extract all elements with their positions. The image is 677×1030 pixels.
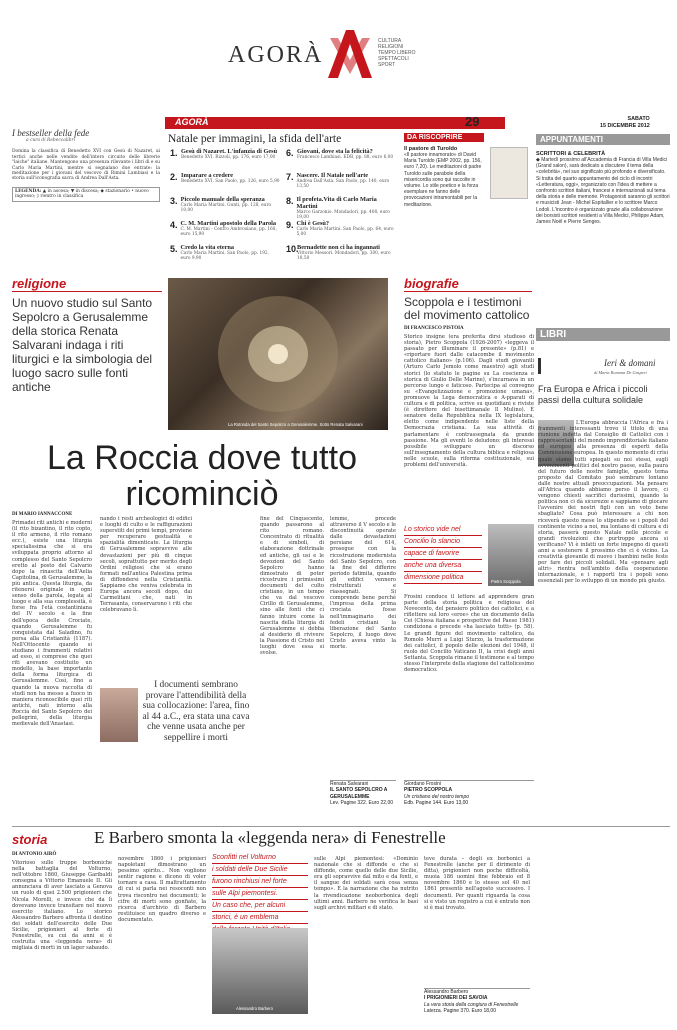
section-band	[165, 117, 505, 129]
issue-date	[600, 116, 650, 129]
ranking-item	[286, 196, 396, 220]
rank-title: Gesù di Nazaret. L'infanzia di Gesù	[181, 148, 278, 155]
subject-item: CULTURA	[378, 38, 402, 44]
agora-logo-icon	[326, 28, 374, 80]
date-day: 15 DICEMBRE 2012	[600, 122, 650, 129]
rank-title: Piccolo manuale della speranza	[180, 196, 265, 203]
quote-line: storici, è un emblema	[212, 912, 308, 924]
divider	[12, 291, 162, 292]
barbero-photo	[212, 928, 308, 1014]
ranking-item	[286, 244, 396, 261]
storia-bookbox	[424, 988, 530, 1015]
rank-number: 5.	[170, 244, 178, 254]
quote-line: dimensione politica	[404, 572, 482, 584]
sepolcro-photo	[168, 278, 388, 430]
photo-caption: Pietro Scoppola	[491, 579, 521, 584]
section-title: AGORÀ	[228, 42, 324, 68]
quote-line: Lo storico vide nel	[404, 524, 482, 536]
rankings-list	[170, 148, 396, 270]
quote-line: Un caso che, per alcuni	[212, 900, 308, 912]
ranking-item	[170, 196, 280, 213]
rank-title: Imparare a credere	[181, 172, 234, 179]
legend-box	[12, 187, 160, 202]
ranking-item	[170, 148, 280, 160]
rank-number: 8.	[286, 196, 294, 206]
natale-headline: Natale per immagini, la sfida dell'arte	[168, 133, 342, 145]
appuntamenti-text: ◆ Martedì prossimo all'Accademia di Francia di Villa Medici (Grand salon), sarà dedicato a discutere il tema della «celebrità», nel suo significato più profondo e diversificato. Si tratta del quarto appuntamento del ciclo di incontri «Letteratura, oggi», organizzato con l'idea di mettere a confronto scrittori italiani, francesi e internazionali sul tema della storia e delle memorie. Protagonisti saranno gli scrittori e musicisti Jean - Michel Espitallier e lo scrittore Marco Lodoli. L'incontro è organizzato grazie alla collaborazione dei borsisti scrittori residenti a Villa Medici, Philippe Adam, James Noël e Pierre Senges.	[536, 157, 670, 226]
rank-title: C. M. Martini apostolo della Parola	[180, 220, 277, 227]
religione-col2: nando i resti archeologici di edifici e luoghi di culto e le raffigurazioni superstiti dei primi tempi, proviene per recuperare gestualità e spazialità dimenticate. La liturgia di Gerusalemme sopravvive alle devastazioni per più di cinque secoli, soprattutto per merito degli Ordini religiosi che si erano formati nell'antica Palestina prima di diffondersi nella Cristianità. Sappiamo che veniva celebrata in Europa ancora secoli dopo, dai Carmelitani che, nati in Terrasanta, conservarono i riti che celebravano lì.	[100, 516, 192, 614]
libri-text: L'Europa abbraccia l'Africa e fra i frammenti interessanti trovo il titolo di una riunione indetta dal Consiglio di Cattolici con i rappresentanti del mondo imprenditoriale italiano ed europeo alla presenza di esperti della Commissione europea. In questo momento di crisi quale siamo tutti spiegati su noi stessi, sugli avvenimenti politici del nostro paese, sulla paura del futuro delle nostre famiglie, questo tema proposto dal Comitato può sembrare lontano dalle nostre attuali preoccupazioni. Ma pensare all'Africa quando abbiamo perso il lavoro, ci vengono chiesti sacrifici durissimi, quando la politica non ci dà sicurezze e sappiamo di giocare l'avvenire dei nostri figli con un voto bene sbagliato? Cosa può interessare a chi non riceverà questo mese lo stipendio se i popoli del continente vicino a noi, ma lontano di cultura e di storia, passerà questo Natale nelle piccole e grandi rivoluzioni che purtroppo ancora si verificano? Vi è infatti un forte impegno di questi anni a sostenere il prossimo che ci è vicino. La creatività giovanile di nuovo i bambini nelle feste per fare dei piccoli solidali. Ma «pensare agli altri» rientra nell'ambito della cooperazione internazionale, e i rapporti tra i popoli sono essenziali per lo sviluppo di un mondo più giusto.	[538, 420, 668, 585]
appuntamenti-head: APPUNTAMENTI	[536, 134, 670, 145]
quote-line: anche una diversa	[404, 560, 482, 572]
legend-text: ▲ in ascesa; ▼ in discesa; ◆ stazionario • nuovo ingresso; ◊ rientro in classifica	[15, 188, 149, 200]
riscoprire-box	[404, 133, 532, 273]
rank-title: Giovani, dove sta la felicità?	[297, 148, 373, 155]
libri-column: Ieri & domani	[604, 358, 656, 368]
religione-tag: religione	[12, 276, 67, 291]
legend-title: LEGENDA:	[15, 188, 42, 194]
subject-list	[378, 38, 416, 68]
biografie-quote	[404, 524, 482, 584]
date-weekday: SABATO	[627, 116, 650, 122]
rank-meta: Carlo Maria Martini. Gunti, pp. 128, euro 10,00	[180, 203, 272, 213]
rank-meta: Vittorio Messori. Mondadori, pp. 300, euro 18,50	[297, 251, 391, 261]
subject-item: SPETTACOLI	[378, 56, 409, 62]
religione-bookbox	[330, 780, 396, 807]
religione-col4: lemme, procede attraverso il V secolo e le discontinuità operate dalle devastazioni persiane del 614, prosegue con la ricostruzione modernista del Santo Sepolcro, con la fine del differire periodo fatimita, quando gli edifici vennero ristrutturati e riassegnati. Si comprende bene perché l'impresa della prima crociata fosse nell'immaginario dei fedeli cristiani la liberazione del Santo Sepolcro, il luogo dove Cristo aveva vinto la morte.	[330, 516, 396, 650]
biografie-byline: DI FRANCESCO PISTOIA	[404, 326, 464, 331]
rank-meta: Benedetto XVI. San Paolo, pp. 126, euro 5,90	[181, 179, 280, 184]
biografie-tag: biografie	[404, 276, 459, 291]
rank-meta: Carlo Maria Martini. San Paolo, pp. 192, euro 9,90	[180, 251, 270, 261]
rank-title: Nascere. Il Natale nell'arte	[296, 172, 369, 179]
quote-line: Concilio lo slancio	[404, 536, 482, 548]
rank-title: Bernadette non ci ha ingannati	[297, 244, 380, 251]
riscoprire-title: Il pastore di Turoldo	[404, 146, 458, 152]
divider	[404, 291, 532, 292]
biografie-text2: Frosini conduce il lettore ad apprendere gran parte della storia politica e religiosa del Novecento, del pensiero politico dei cattolici, e a riflettere sul loro «eroe» che un documento della Cei (Chiesa italiana e prospettive del Paese 1981) condiziona e precede «ha lasciato tutti» (p. 58). Le grandi figure del movimento cattolico, da Romolo Murri a Luigi Sturzo, la trasformazione dei cattolici, il popolo delle elezioni del 1948, il ruolo del Concilio Vaticano II, la crisi degli anni Settanta. Scoppola rimane il testimone e al tempo stesso l'interprete della stagione del cattolicesimo democratico.	[404, 594, 534, 674]
rank-number: 7.	[286, 172, 294, 182]
religione-col1: Primadei riti antichi e moderni (il rito bizantino, il rito copto, il rito armeno, il rito romano ecc.), esiste una liturgia specialissima che si era sviluppata proprio attorno al complesso del Santo Sepolcro eretto al posto del Calvario dopo la rinascita dell'Aelia Capitolina, di Gerusalemme, la più antica. Questa liturgia, da ritenersi originale in ogni senso della parola, legata al luogo e alla sua complessità, è forse fra l'età costantiniana del IV secolo e la fine dell'epoca delle Crociate, quando Gerusalemme fu conquistata dal Saladino, fu persa alla Cristianità (1187). Nell'Ottocento quando si studiano i frammenti relativi ad esso, si comprese che quei riti avevano costituito un modello, la base importante della forma liturgica di Gerusalemme. Così, fino a quando la nuova raccolta di studi non ha messo a fuoco in maniera riconoscibile quei riti antichi, nati intorno alla Roccia del Santo Sepolcro dei pellegrini, della liturgia medievale dell'Anastasi.	[12, 520, 92, 728]
rank-number: 3.	[170, 196, 178, 206]
rank-meta: Francesco Lambiasi. EDB, pp. 88, euro 6,00	[297, 155, 394, 160]
rank-meta: Benedetto XVI. Rizzoli, pp. 176, euro 17,00	[181, 155, 276, 160]
quote-line: furono rinchiusi nel forte	[212, 876, 308, 888]
subject-item: TEMPO LIBERO	[378, 50, 416, 56]
libri-author: di Maria Romana De Gasperi	[594, 370, 647, 375]
book-publisher: Lev. Pagine 322. Euro 22,00	[330, 800, 394, 807]
bestseller-box	[12, 128, 160, 270]
rank-number: 9.	[286, 220, 294, 230]
divider	[12, 826, 670, 827]
page-number: 29	[465, 114, 480, 129]
rank-number: 4.	[170, 220, 178, 230]
ranking-item	[286, 148, 396, 160]
bestseller-intro: Domina la classifica di Benedetto XVI con Gesù di Nazaret, ai tertici anche nelle vendite dell'intero circuito delle librerie "laiche" italiane. Mantengono una presenza rilevante i libri di e su Carlo Maria Martini, mentre si segnalano due entrate: la meditazione per i giovani del vescovo di Rimini Lambiasi e la storia sull'iconografia sacra di Andrea Dall'Asta.	[12, 149, 161, 182]
storia-tag: storia	[12, 832, 48, 847]
libri-head: LIBRI	[536, 328, 670, 341]
dome-icon	[168, 278, 388, 430]
storia-col2: novembre 1860 i prigionieri napoletani dimostrano un pessimo spirito... Non vogliono sentir ragione e dicono di voler tornare a casa. Il maltrattamento di cui si parla nei resoconti non trova riscontro nei documenti; le cifre di morti sono gonfiate, la ricerca d'archivio di Barbero restituisce un quadro diverso e documentato.	[118, 856, 206, 923]
biografie-headline: Scoppola e i testimoni del movimento cattolico	[404, 295, 530, 322]
book-publisher: Laterza. Pagine 370. Euro 18,00	[424, 1008, 496, 1015]
quote-line: i soldati delle Due Sicilie	[212, 864, 308, 876]
book-author: Renata Salvarani	[330, 781, 369, 787]
rank-number: 10.	[286, 244, 299, 254]
ranking-item	[170, 220, 280, 237]
book-author: Alessandro Barbero	[424, 989, 469, 995]
quote-line: sulle Alpi piemontesi.	[212, 888, 308, 900]
rank-meta: C. M. Martini - Centro Ambrosiano, pp. 168, euro 15,90	[180, 227, 277, 237]
book-subtitle: La vera storia della congiura di Fenestrelle	[424, 1001, 519, 1008]
appuntamenti-title: SCRITTORI & CELEBRITÀ	[536, 151, 606, 157]
ranking-item	[170, 244, 280, 261]
book-cover-icon	[490, 147, 528, 199]
subject-item: SPORT	[378, 62, 396, 68]
rank-meta: Andrea Dall'Asta. San Paolo, pp. 140, euro 13,50	[296, 179, 390, 189]
appuntamenti-box	[536, 134, 670, 316]
scoppola-photo	[488, 524, 534, 586]
riscoprire-text: «Il pastore innamorato» di David Maria Turoldo (EMP 2002, pp. 156, euro 7,20). Le meditazioni di padre Turoldo sulle parabole della misericordia sono qui raccolte in volume. Lo stile poetico e la forza esemplare ne fanno delle provocazioni intramontabili per la meditazione.	[404, 152, 482, 208]
book-title: I PRIGIONIERI DEI SAVOIA	[424, 995, 488, 1002]
rank-number: 2.	[170, 172, 178, 182]
storia-col3: sulle Alpi piemontesi: «Dominio nazionale che si diffonde e che si diffonde, come quello delle due Sicilie, era gli sopravvive dal mito e da fonti, e il sangue dei soldati sarà cosa senza tempo». È la narrazione che ha nutrito la rivendicazione neoborbonica degli ultimi anni. Barbero ne verifica le basi sugli archivi militari e di stato.	[314, 856, 418, 911]
salvarani-photo	[100, 688, 138, 742]
storia-quote	[212, 852, 308, 936]
bestseller-title: I bestseller della fede	[12, 128, 90, 138]
band-label: AGORÀ	[175, 117, 209, 127]
quote-line: capace di favorire	[404, 548, 482, 560]
religione-deck: Un nuovo studio sul Santo Sepolcro a Gerusalemme della storica Renata Salvarani indaga i riti liturgici e la simbologia del luogo sacro sulle fonti antiche	[12, 296, 153, 394]
biografie-text: Storico insigne (era preferita dirsi studioso di storia), Pietro Scoppola (1926-2007) «leggeva il passato per illuminare il presente» (p.81) e «riportare fuori dalle catacombe il movimento cattolico italiano» (p.106). Dagli studi giovanili (Arturo Carlo Jemolo come maestro) agli studi storici (lo statuto le pagine su La coscienza e storica di Giulio Delle Marine), s'incarnava in un percorso lungo e faticoso. Partecipa al convegno su «Evangelizzazione e promozione umana», promuove la Lega democratica e A-pparati di cultura e di politica, scrive su quotidiani e riviste (è direttore del bisettimanale Il Mulino). È senatore della Repubblica nella IX legislatura, eletto come indipendente nelle liste della Democrazia cristiana. La sua attività di parlamentare è contrassegnata da grande passione. Ma gli eventi lo deludono: gli interessi possibile sviluppare un discorso sull'insegnamento della cultura biblica e religiosa nelle scuole, sulla riforma costituzionale, sui problemi dell'università.	[404, 334, 534, 468]
subject-item: RELIGIONI	[378, 44, 404, 50]
rank-meta: Carlo Maria Martini. San Paolo, pp. 64, euro 5,00	[296, 227, 394, 237]
rank-title: Chi è Gesù?	[296, 220, 330, 227]
biografie-bookbox	[404, 780, 534, 807]
religione-headline: La Roccia dove tutto ricominciò	[47, 439, 357, 513]
storia-headline: E Barbero smonta la «leggenda nera» di Fenestrelle	[94, 828, 446, 847]
book-publisher: Edb. Pagine 144. Euro 13,00	[404, 800, 469, 807]
libri-sidebar	[536, 328, 670, 816]
storia-col4: teve durata – degli ex borbonici a Fenestrelle (anche per il dirimento di ditta), prigionieri non poche difficoltà, muoia 186 uomini fine febbraio ed 8 novembre 1860 e lo stesso sol 40 nel 1861 presentò nell'agosto successivo. I documenti. Per quanti riguarda la cosa si e visto un registro a cui è entrato non si è mai trovato.	[424, 856, 530, 911]
libri-headline: Fra Europa e Africa i piccoli passi della cultura solidale	[538, 384, 648, 405]
rank-number: 1.	[170, 148, 178, 158]
ranking-item	[170, 172, 280, 184]
bestseller-subtitle: a cura di Rebeccalibri	[26, 138, 75, 143]
column-icon	[538, 358, 552, 374]
rank-meta: Marco Garzonio. Mondadori, pp. 408, euro 19,00	[296, 210, 390, 220]
religione-pullquote: I documenti sembrano provare l'attendibilità della sua collocazione: l'area, fino al 44 a.C., era stata una cava che venne usata anche per seppellire i morti	[142, 680, 250, 743]
book-title: IL SANTO SEPOLCRO A GERUSALEMME	[330, 787, 388, 800]
religione-byline: DI MARIO IANNACCONE	[12, 512, 73, 517]
book-author: Giordano Frosini	[404, 781, 441, 787]
ranking-item	[286, 172, 396, 189]
book-title: PIETRO SCOPPOLA	[404, 787, 453, 794]
storia-col1: Vitorioso sulle truppe borboniche nella battaglia del Volturno, nell'ottobre 1860, Giuseppe Garibaldi consegna a Vittorio Emanuele II. Gli annunciava di aver lasciato a Genova un ruolo di quei 2.500 prigionieri che Nicola Morelli, e invece che da lì dovevano invece transitare nel nuovo esercito italiano. Lo storico Alessandro Barbero affronta il destino dei soldati dell'esercito delle Due Sicilie, prigionieri al forte di Fenestrelle, su cui da anni si è costruita una «leggenda nera» di migliaia di morti in un lager sabaudo.	[12, 860, 112, 952]
photo-caption: La Rotonda del Santo Sepolcro a Gerusalemme. Sotto Renata Salvarani	[228, 422, 363, 427]
book-subtitle: Un cristiano del nostro tempo	[404, 793, 470, 800]
storia-byline: DI ANTONIO AIRÒ	[12, 852, 57, 857]
quote-line: Sconfitti nel Volturno	[212, 852, 308, 864]
riscoprire-head: DA RISCOPRIRE	[404, 133, 484, 142]
photo-caption: Alessandro Barbero	[236, 1006, 274, 1011]
rank-title: Il profeta.Vita di Carlo Maria Martini	[296, 196, 377, 210]
ranking-item	[286, 220, 396, 237]
rank-title: Credo la vita eterna	[180, 244, 235, 251]
religione-col3: fine del Cinquecento, quando passarono al rito romano. Concentrato di ritualità e di simboli, di elaborazione dottrinale ed antiche, gli usi e le devozioni del Santo Sepolcro hanno dimostrato di poter ricostruire i primissimi documenti del culto cristiano, in un tempo che va dal vescovo Cirillo di Gerusalemme, sino alle fonti che ci fanno intuire come la nascita della liturgia di Gerusalemme si debba al desiderio di rivivere la Passione di Cristo nei luoghi dove essa si svolse.	[260, 516, 324, 657]
rank-number: 6.	[286, 148, 294, 158]
